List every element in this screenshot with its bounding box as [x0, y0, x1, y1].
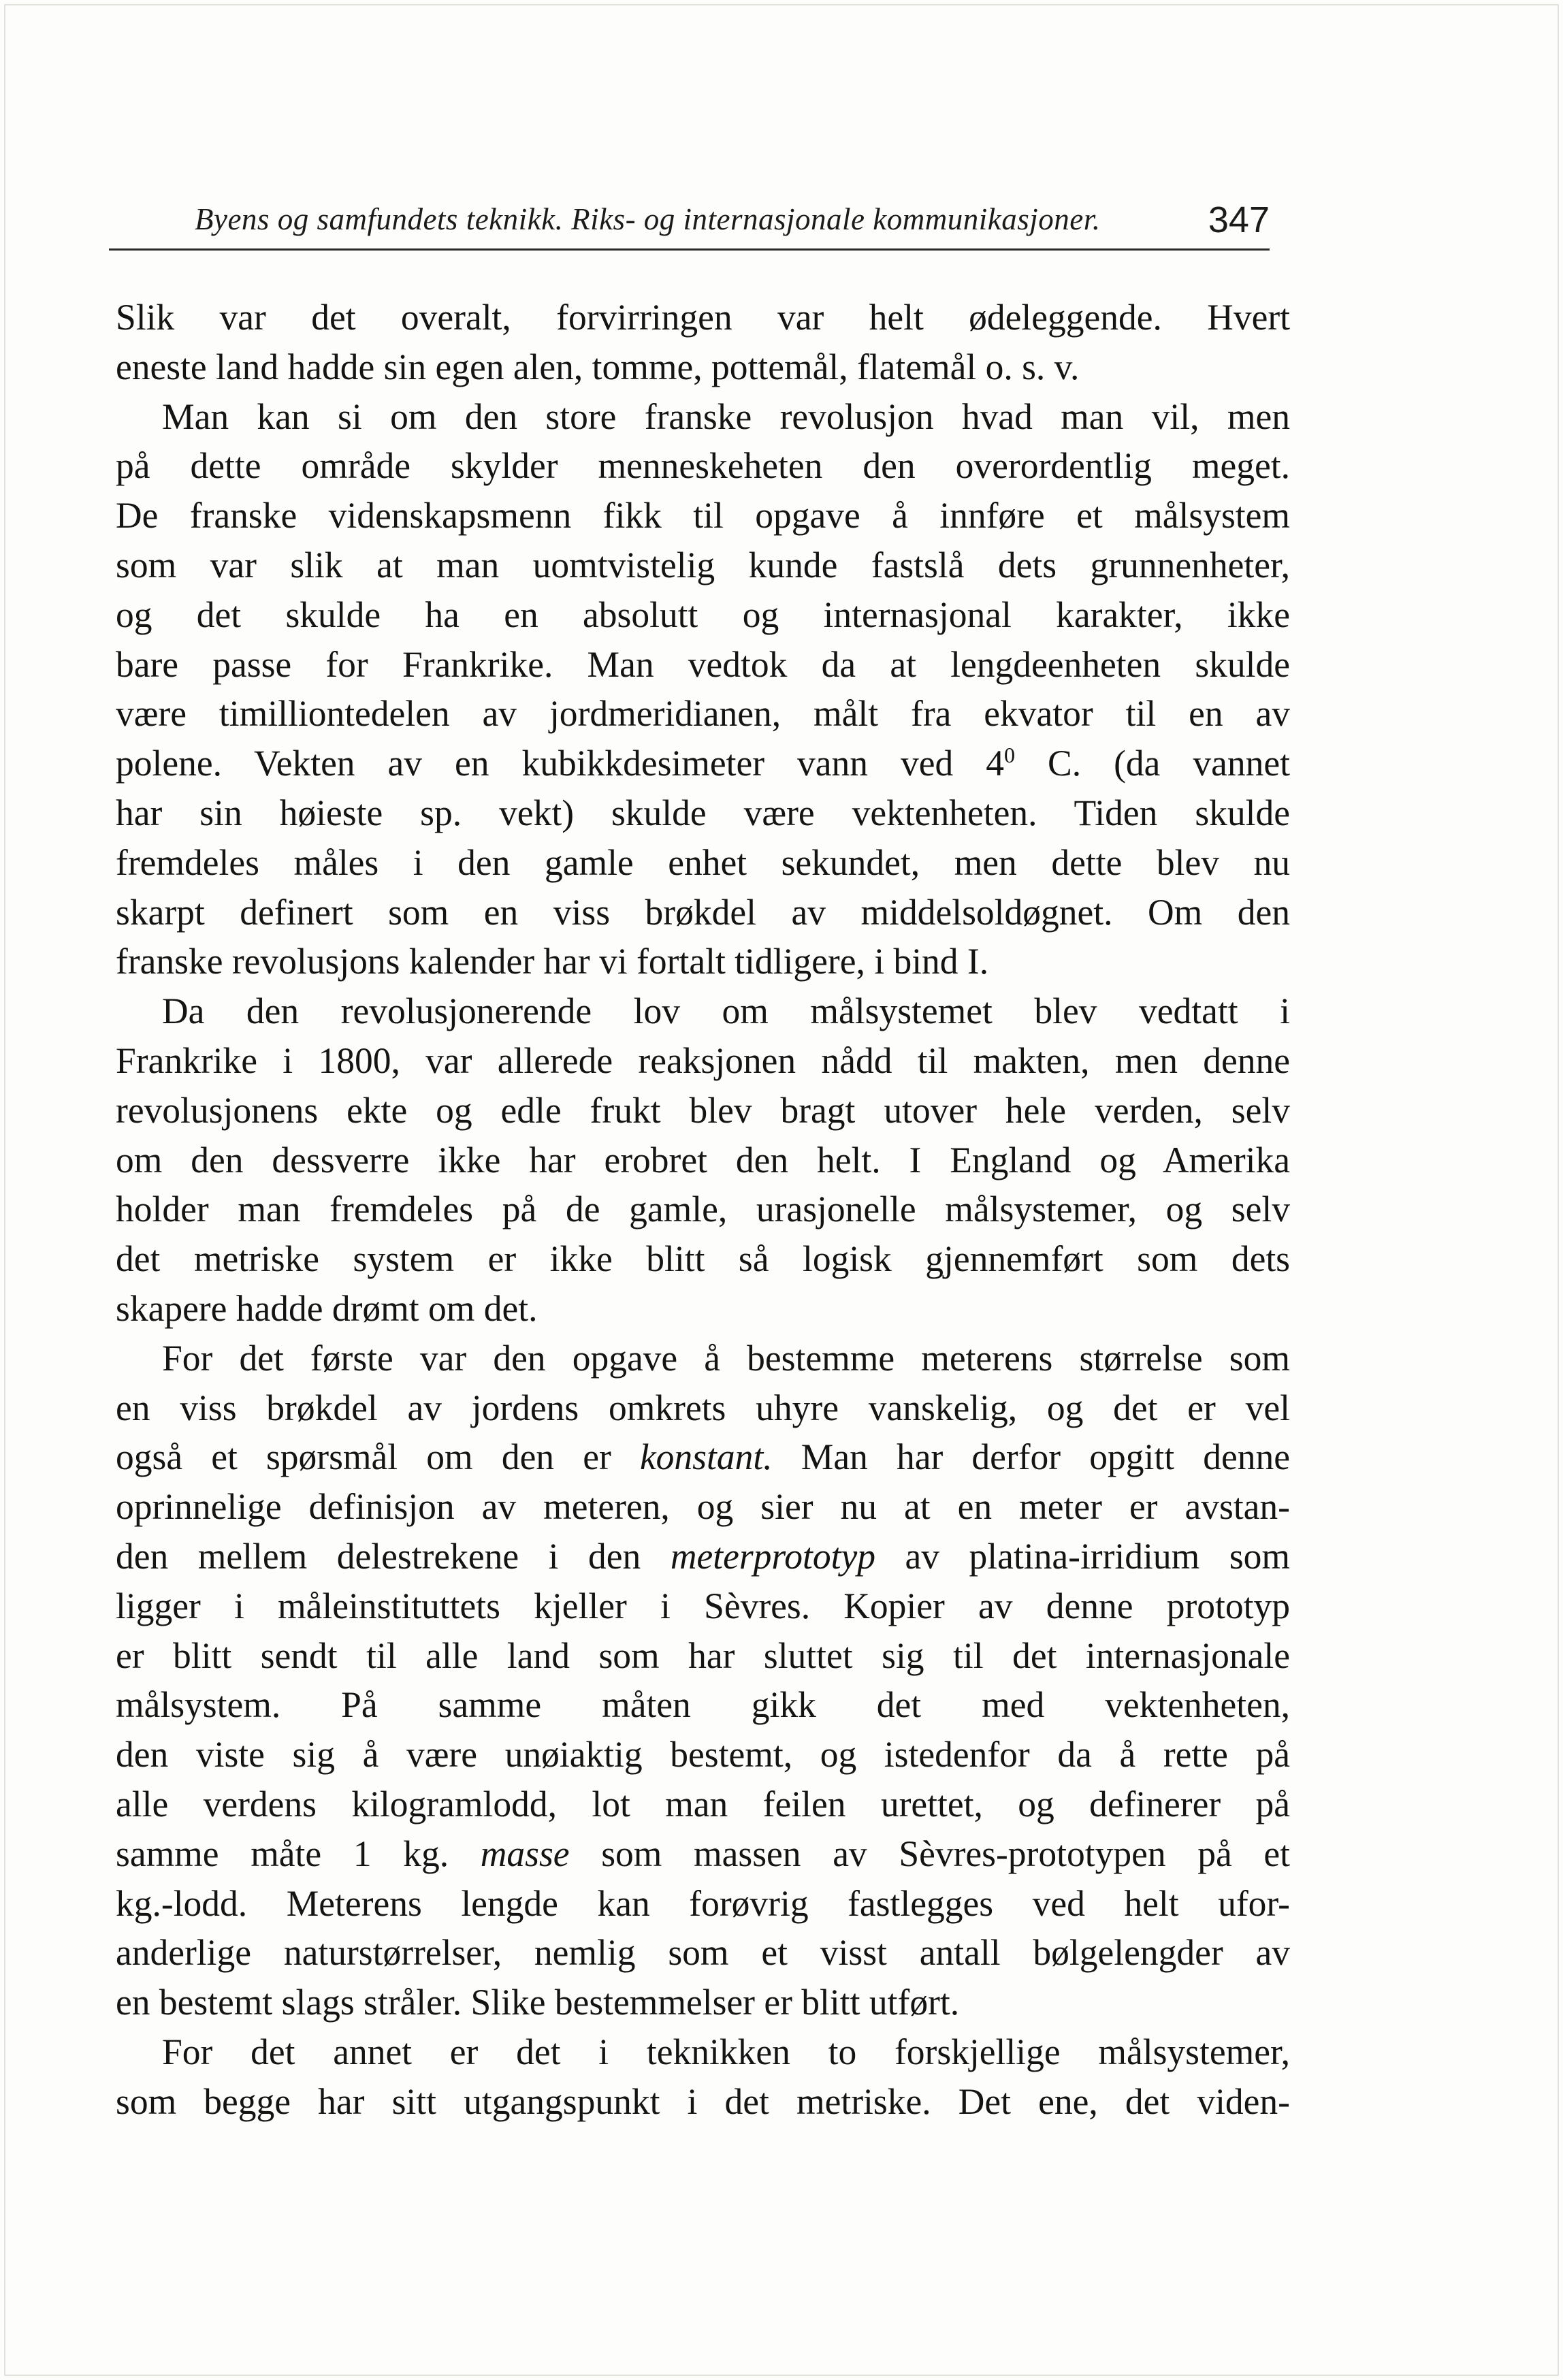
text-line: som begge har sitt utgangspunkt i det metriske. Det ene, det viden- [116, 2080, 1290, 2122]
text-line: Man kan si om den store franske revolusjon hvad man vil, men [162, 396, 1290, 437]
text-line: målsystem. På samme måten gikk det med vektenheten, [116, 1684, 1290, 1726]
text-line: alle verdens kilogramlodd, lot man feilen urettet, og definerer på [116, 1783, 1290, 1824]
text-line: en viss brøkdel av jordens omkrets uhyre vanskelig, og det er vel [116, 1387, 1290, 1428]
text-line [116, 1829, 1290, 1879]
body-text [116, 293, 1290, 2126]
text-line: som var slik at man uomtvistelig kunde fastslå dets grunnenheter, [116, 544, 1290, 585]
text-line: anderlige naturstørrelser, nemlig som et visst antall bølgelengder av [116, 1932, 1290, 1974]
emphasis: konstant. [639, 1436, 773, 1478]
text-line: revolusjonens ekte og edle frukt blev bragt utover hele verden, selv [116, 1089, 1290, 1131]
text-line: Slik var det overalt, forvirringen var helt ødeleggende. Hvert [116, 297, 1290, 338]
text-line [116, 1532, 1290, 1581]
text-segment: samme måte 1 kg. [116, 1833, 449, 1874]
text-segment: den mellem delestrekene i den [116, 1535, 641, 1577]
text-line: har sin høieste sp. vekt) skulde være vektenheten. Tiden skulde [116, 792, 1290, 833]
text-line: Da den revolusjonerende lov om målsystemet blev vedtatt i [162, 991, 1290, 1032]
running-title: Byens og samfundets teknikk. Riks- og internasjonale kommunikasjoner. [195, 202, 1101, 236]
text-segment: av platina-irridium som [875, 1535, 1290, 1577]
text-line: på dette område skylder menneskeheten den overordentlig meget. [116, 445, 1290, 487]
degree-superscript: 0 [1004, 743, 1016, 768]
text-line: oprinnelige definisjon av meteren, og sier nu at en meter er avstan- [116, 1486, 1290, 1528]
text-line: franske revolusjons kalender har vi fortalt tidligere, i bind I. [116, 941, 989, 982]
text-line: kg.-lodd. Meterens lengde kan forøvrig fastlegges ved helt ufor- [116, 1882, 1290, 1924]
emphasis: meterprototyp [670, 1535, 875, 1577]
text-line: eneste land hadde sin egen alen, tomme, pottemål, flatemål o. s. v. [116, 346, 1080, 387]
text-line: holder man fremdeles på de gamle, urasjonelle målsystemer, og selv [116, 1189, 1290, 1230]
text-segment: C. (da vannet [1015, 743, 1291, 784]
text-line: Frankrike i 1800, var allerede reaksjonen nådd til makten, men denne [116, 1040, 1290, 1081]
text-line: For det første var den opgave å bestemme meterens størrelse som [162, 1337, 1290, 1379]
text-segment: også et spørsmål om den er [116, 1436, 611, 1478]
text-line: ligger i måleinstituttets kjeller i Sèvres. Kopier av denne prototyp [116, 1585, 1290, 1626]
text-line: om den dessverre ikke har erobret den helt. I England og Amerika [116, 1139, 1290, 1180]
running-header [109, 182, 1270, 251]
text-line: skarpt definert som en viss brøkdel av middelsoldøgnet. Om den [116, 891, 1290, 933]
text-line: skapere hadde drømt om det. [116, 1287, 538, 1329]
text-segment: som massen av Sèvres-prototypen på et [569, 1833, 1290, 1874]
text-line: fremdeles måles i den gamle enhet sekundet, men dette blev nu [116, 841, 1290, 883]
text-line: er blitt sendt til alle land som har sluttet sig til det internasjonale [116, 1635, 1290, 1676]
text-line: De franske videnskapsmenn fikk til opgave å innføre et målsystem [116, 495, 1290, 536]
text-line: og det skulde ha en absolutt og internasjonal karakter, ikke [116, 594, 1290, 635]
text-line: For det annet er det i teknikken to forskjellige målsystemer, [162, 2031, 1290, 2072]
page-number: 347 [1208, 199, 1270, 240]
text-line: bare passe for Frankrike. Man vedtok da at lengdeenheten skulde [116, 643, 1290, 685]
text-line: den viste sig å være unøiaktig bestemt, og istedenfor da å rette på [116, 1734, 1290, 1775]
text-line: en bestemt slags stråler. Slike bestemmelser er blitt utført. [116, 1982, 960, 2023]
text-segment: polene. Vekten av en kubikkdesimeter vann ved [116, 743, 954, 784]
text-segment: Man har derfor opgitt denne [772, 1436, 1291, 1478]
text-line: være timilliontedelen av jordmeridianen, målt fra ekvator til en av [116, 693, 1290, 735]
text-line [116, 1432, 1290, 1482]
header-rule [109, 248, 1270, 251]
text-line: det metriske system er ikke blitt så logisk gjennemført som dets [116, 1238, 1290, 1280]
text-line: polene. Vekten av en kubikkdesimeter vann ved $4^0$ C. (da vannet [116, 743, 1291, 784]
emphasis: masse [480, 1833, 570, 1874]
